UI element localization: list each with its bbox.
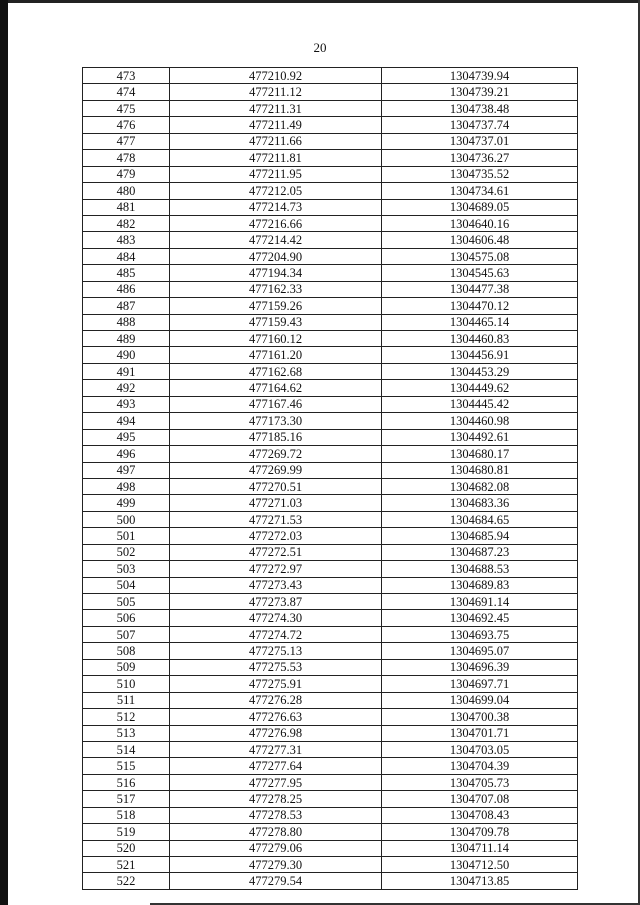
x-coordinate-cell: 477276.98 (170, 725, 382, 741)
point-number-cell: 486 (83, 281, 170, 297)
y-coordinate-cell: 1304701.71 (382, 725, 578, 741)
x-coordinate-cell: 477211.12 (170, 84, 382, 100)
table-row (83, 528, 578, 544)
x-coordinate-cell: 477210.92 (170, 68, 382, 84)
table-row (83, 117, 578, 133)
page-number: 20 (313, 40, 327, 55)
x-coordinate-cell: 477211.95 (170, 166, 382, 182)
table-row (83, 462, 578, 478)
point-number-cell: 489 (83, 331, 170, 347)
x-coordinate-cell: 477279.54 (170, 873, 382, 889)
point-number-cell: 507 (83, 626, 170, 642)
point-number-cell: 508 (83, 643, 170, 659)
y-coordinate-cell: 1304640.16 (382, 215, 578, 231)
x-coordinate-cell: 477167.46 (170, 396, 382, 412)
table-row (83, 495, 578, 511)
y-coordinate-cell: 1304687.23 (382, 544, 578, 560)
x-coordinate-cell: 477211.49 (170, 117, 382, 133)
y-coordinate-cell: 1304680.81 (382, 462, 578, 478)
table-row (83, 643, 578, 659)
x-coordinate-cell: 477275.13 (170, 643, 382, 659)
table-row (83, 873, 578, 889)
table-row (83, 807, 578, 823)
point-number-cell: 513 (83, 725, 170, 741)
x-coordinate-cell: 477278.80 (170, 824, 382, 840)
table-row (83, 150, 578, 166)
x-coordinate-cell: 477216.66 (170, 215, 382, 231)
x-coordinate-cell: 477272.97 (170, 561, 382, 577)
point-number-cell: 505 (83, 594, 170, 610)
point-number-cell: 522 (83, 873, 170, 889)
point-number-cell: 499 (83, 495, 170, 511)
x-coordinate-cell: 477212.05 (170, 183, 382, 199)
x-coordinate-cell: 477271.53 (170, 511, 382, 527)
point-number-cell: 495 (83, 429, 170, 445)
point-number-cell: 491 (83, 363, 170, 379)
y-coordinate-cell: 1304445.42 (382, 396, 578, 412)
x-coordinate-cell: 477278.25 (170, 791, 382, 807)
point-number-cell: 487 (83, 298, 170, 314)
y-coordinate-cell: 1304685.94 (382, 528, 578, 544)
y-coordinate-cell: 1304708.43 (382, 807, 578, 823)
x-coordinate-cell: 477274.30 (170, 610, 382, 626)
point-number-cell: 515 (83, 758, 170, 774)
point-number-cell: 501 (83, 528, 170, 544)
table-row (83, 659, 578, 675)
y-coordinate-cell: 1304492.61 (382, 429, 578, 445)
x-coordinate-cell: 477277.95 (170, 774, 382, 790)
table-row (83, 183, 578, 199)
point-number-cell: 488 (83, 314, 170, 330)
point-number-cell: 482 (83, 215, 170, 231)
y-coordinate-cell: 1304453.29 (382, 363, 578, 379)
table-row (83, 232, 578, 248)
x-coordinate-cell: 477211.81 (170, 150, 382, 166)
x-coordinate-cell: 477272.03 (170, 528, 382, 544)
table-row (83, 84, 578, 100)
y-coordinate-cell: 1304736.27 (382, 150, 578, 166)
table-row (83, 446, 578, 462)
x-coordinate-cell: 477274.72 (170, 626, 382, 642)
point-number-cell: 493 (83, 396, 170, 412)
y-coordinate-cell: 1304737.01 (382, 133, 578, 149)
y-coordinate-cell: 1304737.74 (382, 117, 578, 133)
y-coordinate-cell: 1304739.21 (382, 84, 578, 100)
point-number-cell: 502 (83, 544, 170, 560)
coordinates-table-body (83, 68, 578, 890)
table-row (83, 610, 578, 626)
point-number-cell: 490 (83, 347, 170, 363)
table-row (83, 774, 578, 790)
y-coordinate-cell: 1304465.14 (382, 314, 578, 330)
point-number-cell: 500 (83, 511, 170, 527)
x-coordinate-cell: 477162.68 (170, 363, 382, 379)
y-coordinate-cell: 1304689.05 (382, 199, 578, 215)
scan-border-top (8, 0, 640, 3)
x-coordinate-cell: 477279.30 (170, 857, 382, 873)
point-number-cell: 477 (83, 133, 170, 149)
point-number-cell: 497 (83, 462, 170, 478)
table-row (83, 248, 578, 264)
point-number-cell: 496 (83, 446, 170, 462)
y-coordinate-cell: 1304682.08 (382, 478, 578, 494)
x-coordinate-cell: 477211.66 (170, 133, 382, 149)
table-row (83, 68, 578, 84)
y-coordinate-cell: 1304697.71 (382, 676, 578, 692)
table-row (83, 215, 578, 231)
y-coordinate-cell: 1304688.53 (382, 561, 578, 577)
point-number-cell: 483 (83, 232, 170, 248)
x-coordinate-cell: 477272.51 (170, 544, 382, 560)
y-coordinate-cell: 1304696.39 (382, 659, 578, 675)
x-coordinate-cell: 477270.51 (170, 478, 382, 494)
x-coordinate-cell: 477273.87 (170, 594, 382, 610)
y-coordinate-cell: 1304739.94 (382, 68, 578, 84)
y-coordinate-cell: 1304691.14 (382, 594, 578, 610)
table-row (83, 281, 578, 297)
y-coordinate-cell: 1304713.85 (382, 873, 578, 889)
table-row (83, 741, 578, 757)
point-number-cell: 480 (83, 183, 170, 199)
coordinates-table (82, 67, 578, 890)
y-coordinate-cell: 1304709.78 (382, 824, 578, 840)
table-row (83, 544, 578, 560)
x-coordinate-cell: 477194.34 (170, 265, 382, 281)
point-number-cell: 518 (83, 807, 170, 823)
y-coordinate-cell: 1304705.73 (382, 774, 578, 790)
point-number-cell: 481 (83, 199, 170, 215)
x-coordinate-cell: 477276.28 (170, 692, 382, 708)
y-coordinate-cell: 1304703.05 (382, 741, 578, 757)
table-row (83, 100, 578, 116)
x-coordinate-cell: 477162.33 (170, 281, 382, 297)
y-coordinate-cell: 1304683.36 (382, 495, 578, 511)
point-number-cell: 479 (83, 166, 170, 182)
y-coordinate-cell: 1304575.08 (382, 248, 578, 264)
x-coordinate-cell: 477271.03 (170, 495, 382, 511)
table-row (83, 840, 578, 856)
point-number-cell: 519 (83, 824, 170, 840)
y-coordinate-cell: 1304735.52 (382, 166, 578, 182)
table-row (83, 265, 578, 281)
y-coordinate-cell: 1304456.91 (382, 347, 578, 363)
x-coordinate-cell: 477185.16 (170, 429, 382, 445)
table-row (83, 791, 578, 807)
y-coordinate-cell: 1304711.14 (382, 840, 578, 856)
y-coordinate-cell: 1304470.12 (382, 298, 578, 314)
table-row (83, 413, 578, 429)
y-coordinate-cell: 1304689.83 (382, 577, 578, 593)
x-coordinate-cell: 477269.99 (170, 462, 382, 478)
point-number-cell: 473 (83, 68, 170, 84)
y-coordinate-cell: 1304545.63 (382, 265, 578, 281)
x-coordinate-cell: 477160.12 (170, 331, 382, 347)
point-number-cell: 492 (83, 380, 170, 396)
point-number-cell: 498 (83, 478, 170, 494)
x-coordinate-cell: 477173.30 (170, 413, 382, 429)
table-row (83, 478, 578, 494)
table-row (83, 594, 578, 610)
point-number-cell: 485 (83, 265, 170, 281)
table-row (83, 676, 578, 692)
x-coordinate-cell: 477277.31 (170, 741, 382, 757)
y-coordinate-cell: 1304699.04 (382, 692, 578, 708)
y-coordinate-cell: 1304680.17 (382, 446, 578, 462)
point-number-cell: 494 (83, 413, 170, 429)
y-coordinate-cell: 1304738.48 (382, 100, 578, 116)
x-coordinate-cell: 477277.64 (170, 758, 382, 774)
y-coordinate-cell: 1304693.75 (382, 626, 578, 642)
point-number-cell: 478 (83, 150, 170, 166)
y-coordinate-cell: 1304695.07 (382, 643, 578, 659)
point-number-cell: 506 (83, 610, 170, 626)
point-number-cell: 503 (83, 561, 170, 577)
table-row (83, 511, 578, 527)
x-coordinate-cell: 477214.42 (170, 232, 382, 248)
y-coordinate-cell: 1304704.39 (382, 758, 578, 774)
y-coordinate-cell: 1304460.83 (382, 331, 578, 347)
point-number-cell: 512 (83, 709, 170, 725)
table-row (83, 199, 578, 215)
point-number-cell: 516 (83, 774, 170, 790)
point-number-cell: 510 (83, 676, 170, 692)
point-number-cell: 484 (83, 248, 170, 264)
table-row (83, 396, 578, 412)
table-row (83, 577, 578, 593)
x-coordinate-cell: 477276.63 (170, 709, 382, 725)
x-coordinate-cell: 477211.31 (170, 100, 382, 116)
table-row (83, 692, 578, 708)
table-row (83, 824, 578, 840)
x-coordinate-cell: 477273.43 (170, 577, 382, 593)
table-row (83, 347, 578, 363)
point-number-cell: 520 (83, 840, 170, 856)
table-row (83, 725, 578, 741)
y-coordinate-cell: 1304449.62 (382, 380, 578, 396)
table-row (83, 363, 578, 379)
table-row (83, 857, 578, 873)
point-number-cell: 521 (83, 857, 170, 873)
table-row (83, 331, 578, 347)
table-row (83, 133, 578, 149)
y-coordinate-cell: 1304477.38 (382, 281, 578, 297)
point-number-cell: 504 (83, 577, 170, 593)
table-row (83, 166, 578, 182)
point-number-cell: 474 (83, 84, 170, 100)
x-coordinate-cell: 477278.53 (170, 807, 382, 823)
table-row (83, 709, 578, 725)
y-coordinate-cell: 1304734.61 (382, 183, 578, 199)
table-row (83, 758, 578, 774)
y-coordinate-cell: 1304700.38 (382, 709, 578, 725)
x-coordinate-cell: 477159.43 (170, 314, 382, 330)
point-number-cell: 514 (83, 741, 170, 757)
x-coordinate-cell: 477269.72 (170, 446, 382, 462)
point-number-cell: 475 (83, 100, 170, 116)
x-coordinate-cell: 477161.20 (170, 347, 382, 363)
scan-border-left (0, 0, 8, 905)
x-coordinate-cell: 477214.73 (170, 199, 382, 215)
y-coordinate-cell: 1304684.65 (382, 511, 578, 527)
x-coordinate-cell: 477275.91 (170, 676, 382, 692)
point-number-cell: 511 (83, 692, 170, 708)
x-coordinate-cell: 477159.26 (170, 298, 382, 314)
point-number-cell: 476 (83, 117, 170, 133)
x-coordinate-cell: 477275.53 (170, 659, 382, 675)
y-coordinate-cell: 1304707.08 (382, 791, 578, 807)
table-row (83, 626, 578, 642)
table-row (83, 314, 578, 330)
x-coordinate-cell: 477204.90 (170, 248, 382, 264)
point-number-cell: 517 (83, 791, 170, 807)
y-coordinate-cell: 1304606.48 (382, 232, 578, 248)
x-coordinate-cell: 477164.62 (170, 380, 382, 396)
y-coordinate-cell: 1304712.50 (382, 857, 578, 873)
point-number-cell: 509 (83, 659, 170, 675)
y-coordinate-cell: 1304460.98 (382, 413, 578, 429)
table-row (83, 298, 578, 314)
x-coordinate-cell: 477279.06 (170, 840, 382, 856)
table-row (83, 561, 578, 577)
table-row (83, 429, 578, 445)
table-row (83, 380, 578, 396)
y-coordinate-cell: 1304692.45 (382, 610, 578, 626)
